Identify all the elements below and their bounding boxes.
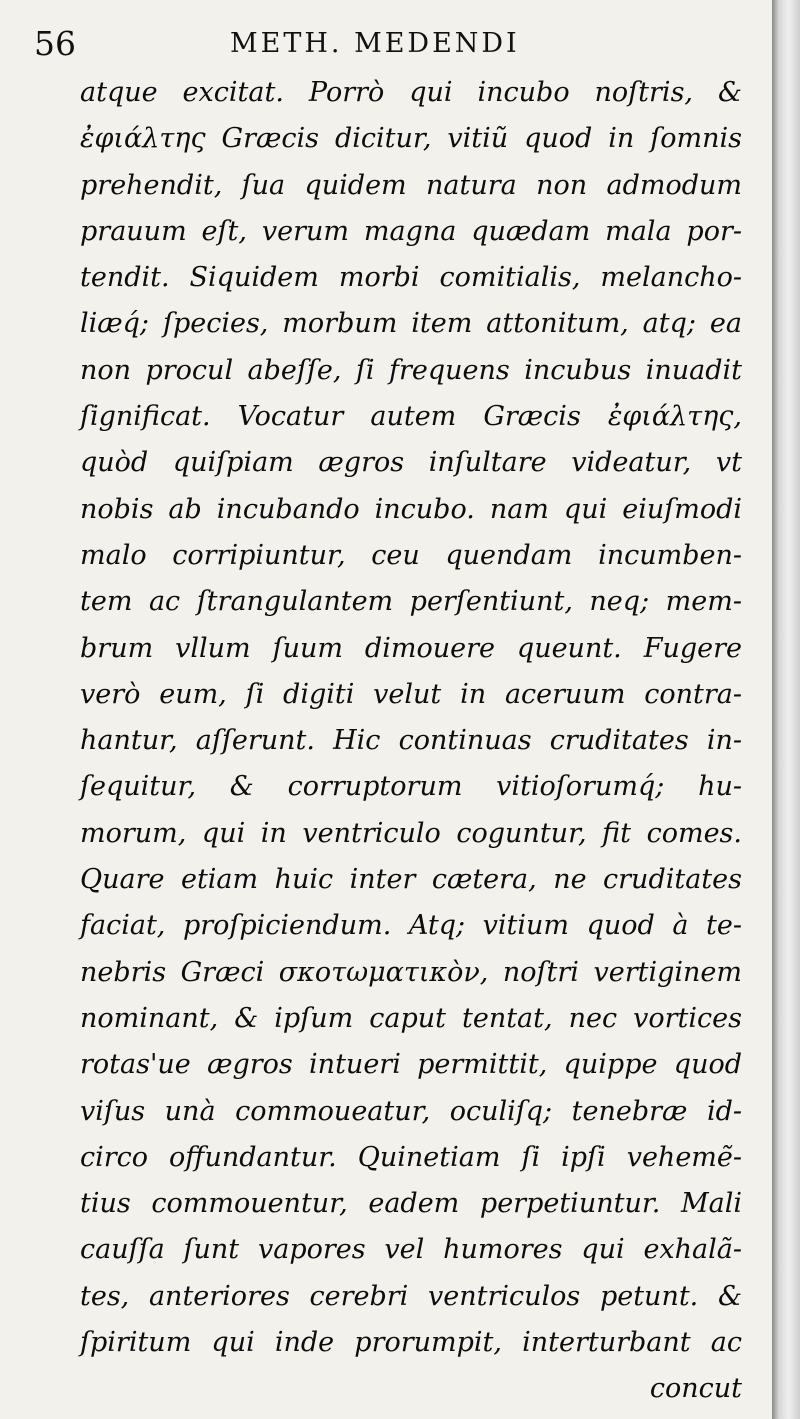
- page-number: 56: [34, 24, 76, 63]
- text-line: Quare etiam huic inter cætera, ne cruditates: [80, 864, 742, 896]
- text-line: non procul abeſſe, ſi frequens incubus inuadit: [80, 354, 742, 386]
- text-line: nobis ab incubando incubo. nam qui eiuſmodi: [80, 493, 742, 525]
- text-line: prauum eſt, verum magna quædam mala por-: [80, 215, 742, 247]
- text-line: rotas'ue ægros intueri permittit, quippe quod: [80, 1049, 742, 1081]
- text-line: nebris Græci σκοτωματικὸν, noſtri vertiginem: [80, 956, 742, 988]
- catchword: concut: [649, 1373, 742, 1405]
- text-line: brum vllum ſuum dimouere queunt. Fugere: [80, 632, 742, 664]
- text-line: hantur, aſſerunt. Hic continuas cruditates in-: [80, 725, 742, 757]
- text-line: tius commouentur, eadem perpetiuntur. Mali: [80, 1188, 742, 1220]
- text-line: ſpiritum qui inde prorumpit, interturbant ac: [80, 1327, 742, 1359]
- text-line: ἐφιάλτης Græcis dicitur, vitiũ quod in ſomnis: [80, 123, 742, 155]
- page-header: [0, 20, 772, 66]
- text-line: ſequitur, & corruptorum vitioſorumq́; hu-: [80, 771, 742, 803]
- text-line: quòd quiſpiam ægros inſultare videatur, vt: [80, 447, 742, 479]
- text-line: circo offundantur. Quinetiam ſi ipſi vehemẽ-: [80, 1141, 742, 1173]
- text-line: prehendit, ſua quidem natura non admodum: [80, 169, 742, 201]
- text-line: cauſſa ſunt vapores vel humores qui exhalã-: [80, 1234, 742, 1266]
- text-line: atque excitat. Porrò qui incubo noſtris, &: [80, 77, 742, 108]
- text-line: faciat, proſpiciendum. Atq; vitium quod à te-: [80, 910, 742, 942]
- text-line: tendit. Siquidem morbi comitialis, melancho-: [80, 262, 742, 294]
- text-line: malo corripiuntur, ceu quendam incumben-: [80, 539, 742, 571]
- text-line: viſus unà commoueatur, oculiſq; tenebræ id-: [80, 1095, 742, 1127]
- text-line: verò eum, ſi digiti velut in aceruum contra-: [80, 678, 742, 710]
- text-line: ſignificat. Vocatur autem Græcis ἐφιάλτης,: [80, 401, 742, 433]
- body-text: [80, 70, 742, 1413]
- running-head: METH. MEDENDI: [230, 28, 520, 59]
- text-line: tes, anteriores cerebri ventriculos petunt. &: [80, 1280, 742, 1312]
- text-line: nominant, & ipſum caput tentat, nec vortices: [80, 1002, 742, 1034]
- text-line: tem ac ſtrangulantem perſentiunt, neq; mem-: [80, 586, 742, 618]
- page-edge-shadow: [772, 0, 800, 1419]
- text-line: morum, qui in ventriculo coguntur, fit comes.: [80, 817, 742, 849]
- text-line: liæq́; ſpecies, morbum item attonitum, atq; ea: [80, 308, 742, 340]
